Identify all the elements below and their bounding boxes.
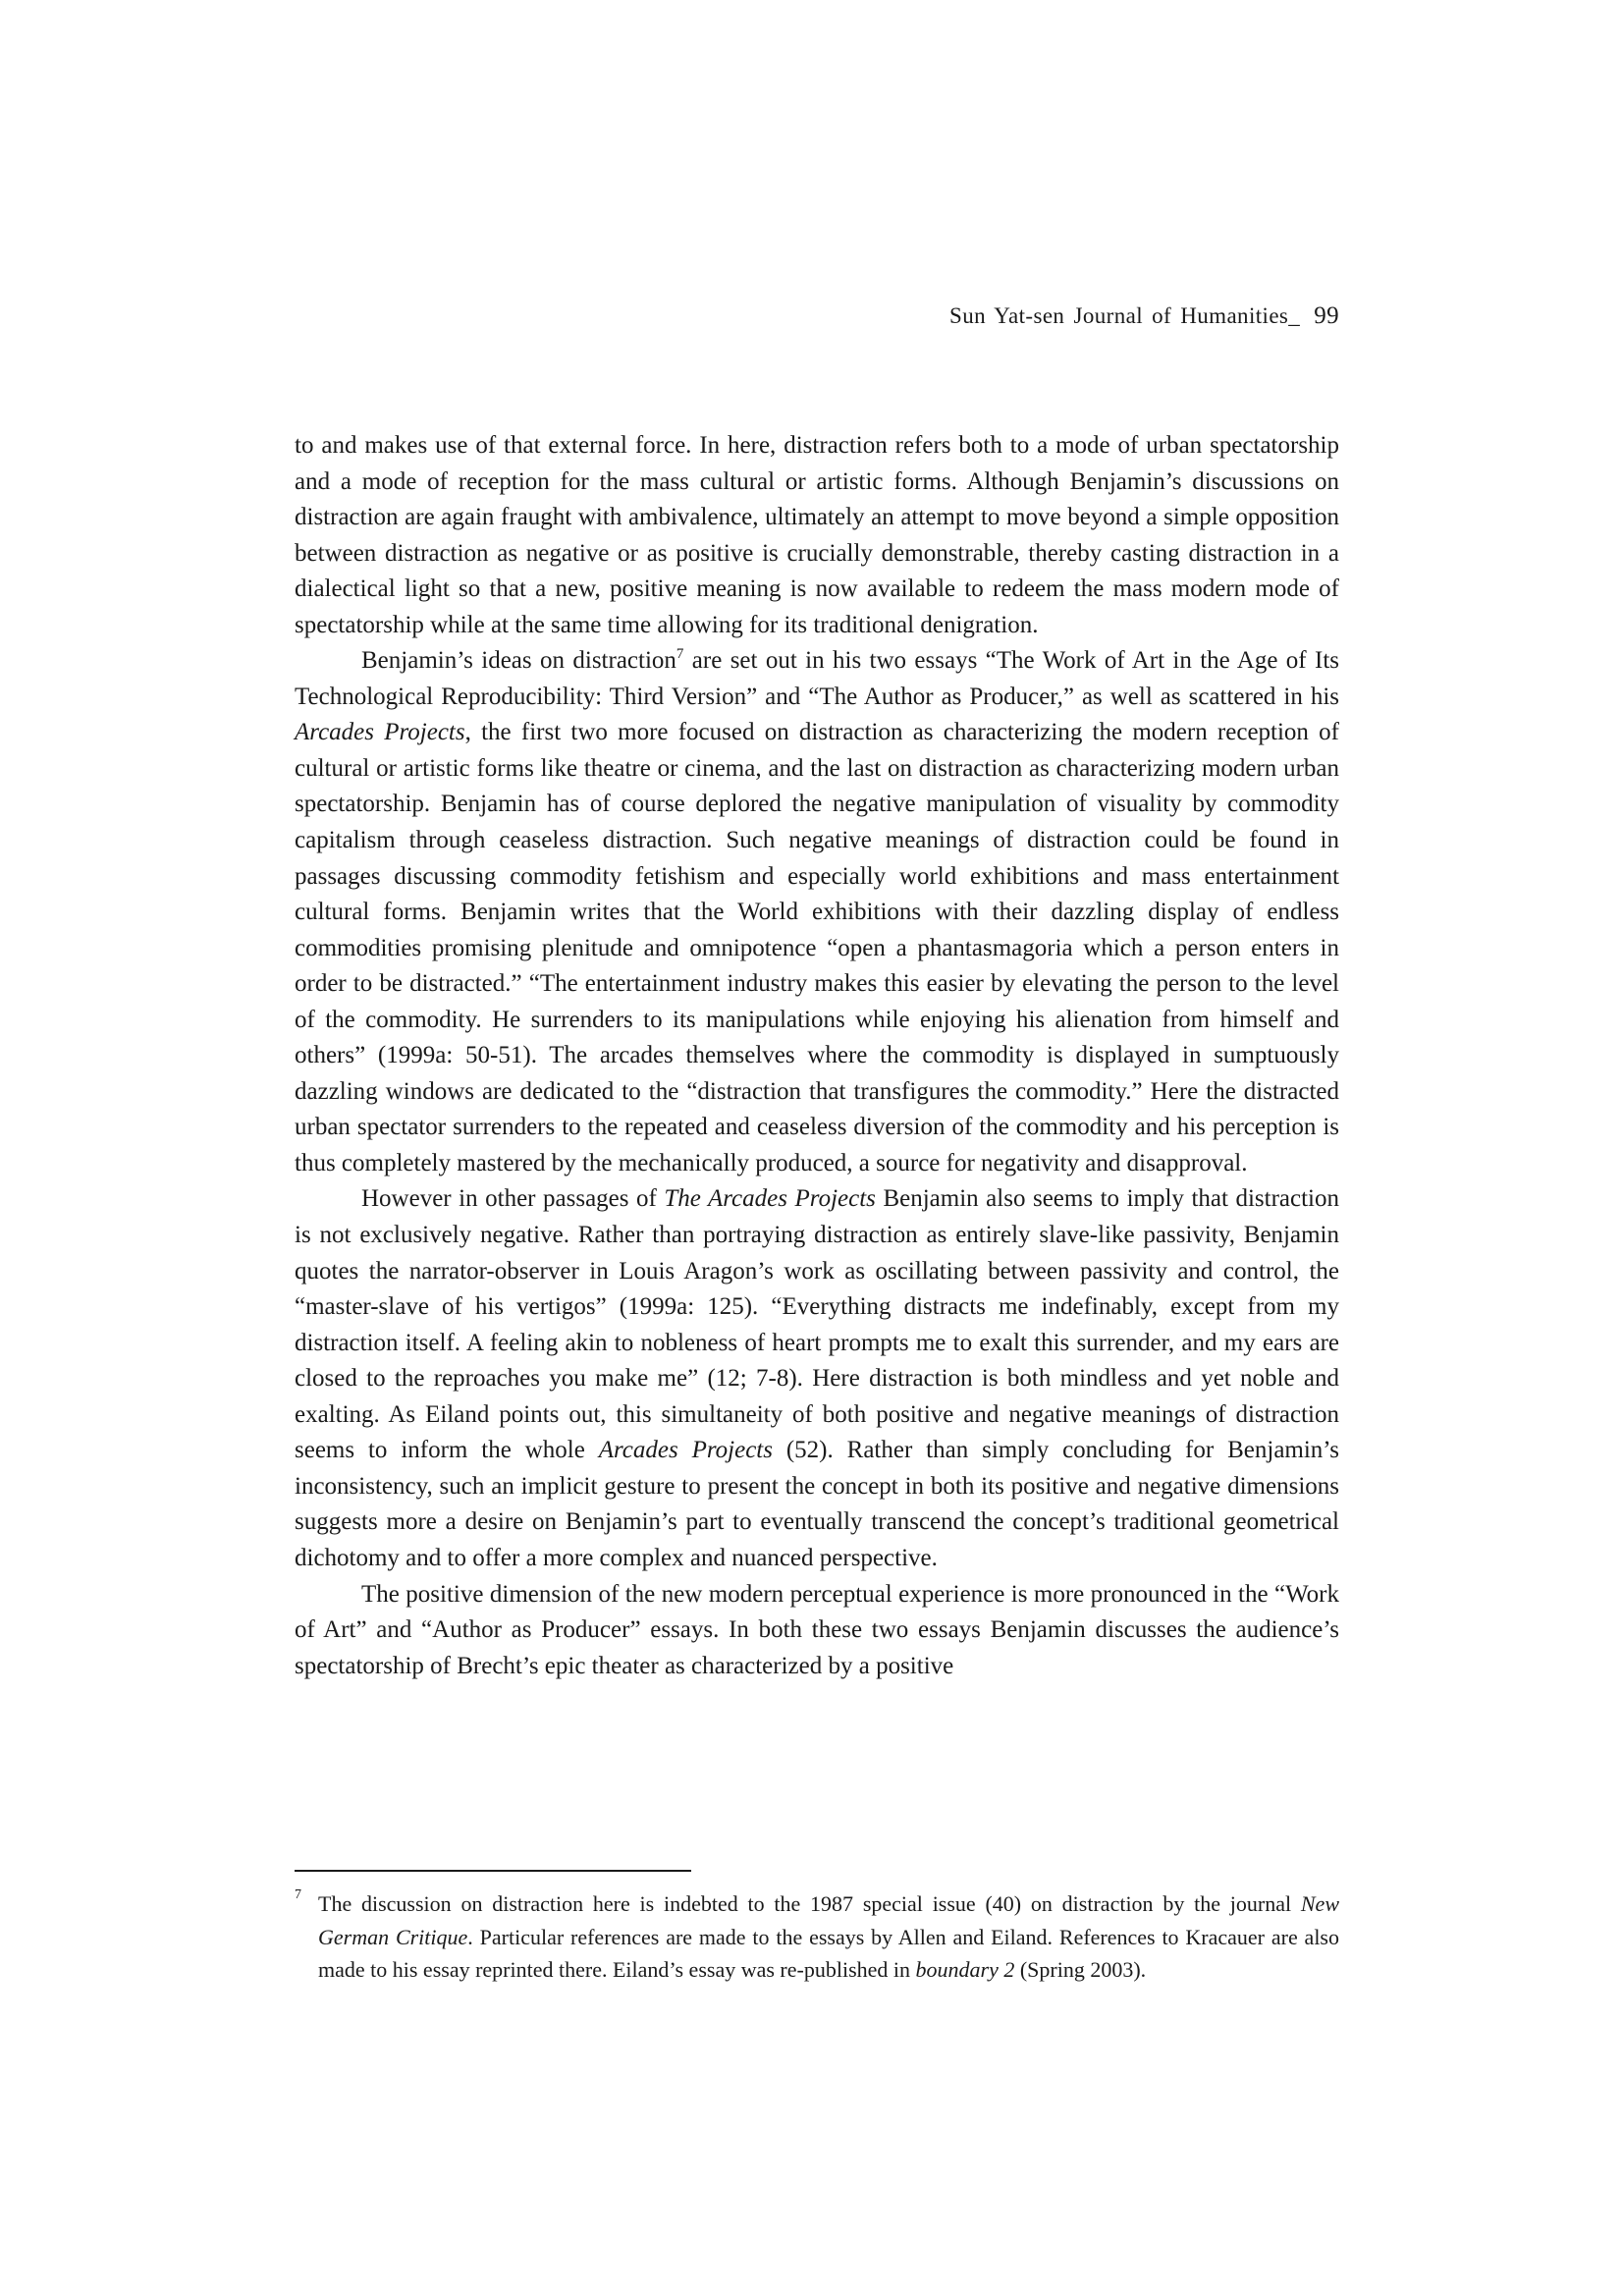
footnote	[295, 1887, 1339, 1987]
footnote-mark: 7	[295, 1887, 301, 1902]
text-run: (52). Rather than simply concluding for Benjamin’s inconsistency, such an implicit gesture to present the concept in both its positive and negative dimensions suggests more a desire on Benjamin’s part to eventually transcend the concept’s traditional geometrical dichotomy and to offer a more complex and nuanced perspective.	[295, 1437, 1339, 1571]
italic-title: boundary 2	[915, 1957, 1015, 1982]
footnotes	[295, 1887, 1339, 1987]
paragraph	[295, 643, 1339, 1181]
italic-title: New German Critique	[318, 1891, 1339, 1949]
footnote-divider	[295, 1870, 691, 1872]
journal-title: Sun Yat-sen Journal of Humanities_	[949, 303, 1301, 328]
footnote-ref: 7	[676, 646, 684, 663]
page-number: 99	[1314, 302, 1339, 329]
text-run: Benjamin also seems to imply that distraction is not exclusively negative. Rather than portraying distraction as entirely slave-like passivity, Benjamin quotes the narrator-observer in Louis Aragon’s work as oscillating between passivity and control, the “master-slave of his vertigos” (1999a: 125). “Everything distracts me indefinably, except from my distraction itself. A feeling akin to nobleness of heart prompts me to exalt this surrender, and my ears are closed to the reproaches you make me” (12; 7-8). Here distraction is both mindless and yet noble and exalting. As Eiland points out, this simultaneity of both positive and negative meanings of distraction seems to inform the whole	[295, 1185, 1339, 1464]
italic-title: The Arcades Projects	[664, 1185, 876, 1213]
text-run: Benjamin’s ideas on distraction	[361, 647, 676, 675]
paragraph	[295, 428, 1339, 643]
text-run: The discussion on distraction here is indebted to the 1987 special issue (40) on distraction by the journal	[318, 1891, 1301, 1916]
body-text	[295, 428, 1339, 1684]
italic-title: Arcades Projects	[295, 719, 465, 746]
text-run: (Spring 2003).	[1014, 1957, 1147, 1982]
paragraph	[295, 1181, 1339, 1576]
text-run: . Particular references are made to the essays by Allen and Eiland. References to Kracauer are also made to his essay reprinted there. Eiland’s essay was re-published in	[318, 1924, 1339, 1982]
text-run: to and makes use of that external force. In here, distraction refers both to a mode of urban spectatorship and a mode of reception for the mass cultural or artistic forms. Although Benjamin’s discussions on distraction are again fraught with ambivalence, ultimately an attempt to move beyond a simple opposition between distraction as negative or as positive is crucially demonstrable, thereby casting distraction in a dialectical light so that a new, positive meaning is now available to redeem the mass modern mode of spectatorship while at the same time allowing for its traditional denigration.	[295, 432, 1339, 638]
text-run: However in other passages of	[361, 1185, 665, 1213]
text-run: , the first two more focused on distraction as characterizing the modern reception of cultural or artistic forms like theatre or cinema, and the last on distraction as characterizing modern urban spectatorship. Benjamin has of course deplored the negative manipulation of visuality by commodity capitalism through ceaseless distraction. Such negative meanings of distraction could be found in passages discussing commodity fetishism and especially world exhibitions and mass entertainment cultural forms. Benjamin writes that the World exhibitions with their dazzling display of endless commodities promising plenitude and omnipotence “open a phantasmagoria which a person enters in order to be distracted.” “The entertainment industry makes this easier by elevating the person to the level of the commodity. He surrenders to its manipulations while enjoying his alienation from himself and others” (1999a: 50-51). The arcades themselves where the commodity is displayed in sumptuously dazzling windows are dedicated to the “distraction that transfigures the commodity.” Here the distracted urban spectator surrenders to the repeated and ceaseless diversion of the commodity and his perception is thus completely mastered by the mechanically produced, a source for negativity and disapproval.	[295, 719, 1339, 1176]
text-run: The positive dimension of the new modern perceptual experience is more pronounced in the “Work of Art” and “Author as Producer” essays. In both these two essays Benjamin discusses the audience’s spectatorship of Brecht’s epic theater as characterized by a positive	[295, 1580, 1339, 1679]
running-head	[295, 302, 1339, 330]
paragraph	[295, 1577, 1339, 1685]
italic-title: Arcades Projects	[598, 1437, 773, 1464]
text-run: are set out in his two essays “The Work of Art in the Age of Its Technological Reproducibility: Third Version” and “The Author as Producer,” as well as scattered in his	[295, 647, 1339, 710]
